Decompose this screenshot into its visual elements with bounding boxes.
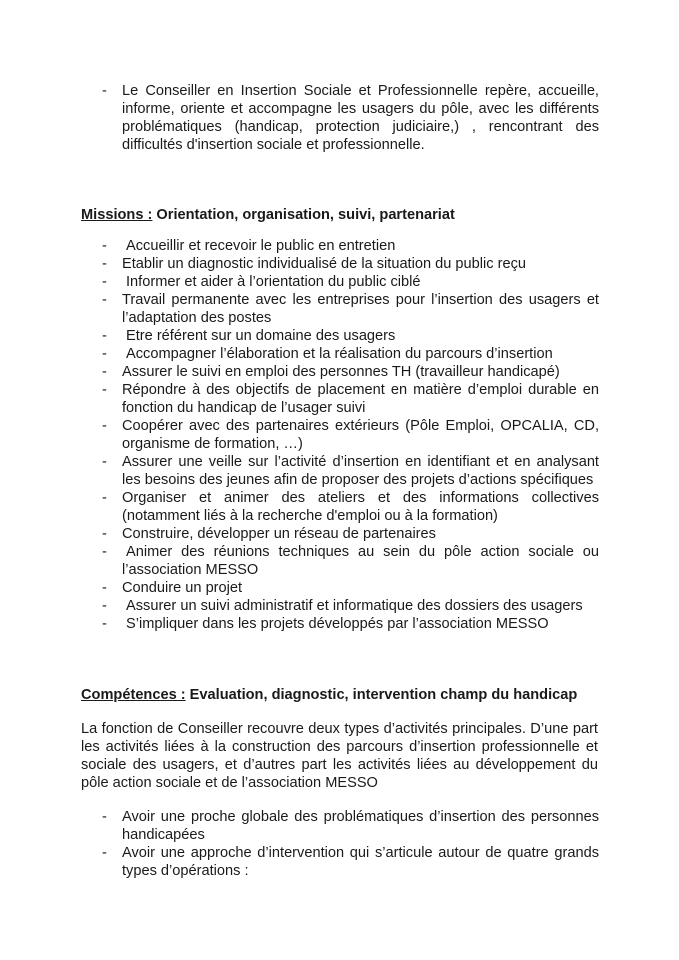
list-item (81, 489, 599, 525)
dash-bullet-icon: - (102, 544, 107, 560)
competences-paragraph: La fonction de Conseiller recouvre deux types d’activités principales. D’une part les activités liées à la construction des parcours d’insertion professionnelle et sociale des usagers, et d’autres part les activités liées au développement du pôle action sociale et de l’association MESSO (81, 721, 598, 791)
dash-bullet-icon: - (102, 238, 107, 254)
list-item-text: Etablir un diagnostic individualisé de la situation du public reçu (122, 256, 527, 272)
list-item-text: Avoir une approche d’intervention qui s’articule autour de quatre grands types d’opérations : (122, 845, 599, 879)
list-item-text: Informer et aider à l’orientation du public ciblé (126, 274, 421, 290)
dash-bullet-icon: - (102, 346, 107, 362)
list-item (81, 327, 599, 345)
dash-bullet-icon: - (102, 328, 107, 344)
list-item (81, 615, 599, 633)
dash-bullet-icon: - (102, 598, 107, 614)
list-item (81, 363, 599, 381)
list-item-text: Assurer un suivi administratif et informatique des dossiers des usagers (126, 598, 583, 614)
dash-bullet-icon: - (102, 526, 107, 542)
list-item (81, 597, 599, 615)
dash-bullet-icon: - (102, 83, 107, 99)
list-item-text: Répondre à des objectifs de placement en matière d’emploi durable en fonction du handicap de l’usager suivi (122, 382, 599, 416)
missions-heading (81, 206, 455, 224)
list-item (81, 417, 599, 453)
missions-list (81, 237, 599, 633)
list-item (81, 579, 599, 597)
list-item-text: Accueillir et recevoir le public en entretien (126, 238, 396, 254)
list-item (81, 453, 599, 489)
list-item-text: Animer des réunions techniques au sein du pôle action sociale ou l’association MESSO (122, 544, 599, 578)
dash-bullet-icon: - (102, 382, 107, 398)
list-item (81, 273, 599, 291)
list-item-text: Assurer une veille sur l’activité d’insertion en identifiant et en analysant les besoins des jeunes afin de proposer des projets d’actions spécifiques (122, 454, 599, 488)
dash-bullet-icon: - (102, 580, 107, 596)
list-item (81, 525, 599, 543)
list-item (81, 345, 599, 363)
competences-label: Compétences : (81, 687, 186, 703)
competences-heading (81, 686, 577, 704)
missions-label: Missions : (81, 207, 153, 223)
dash-bullet-icon: - (102, 418, 107, 434)
dash-bullet-icon: - (102, 292, 107, 308)
list-item-text: Conduire un projet (122, 580, 243, 596)
list-item (81, 237, 599, 255)
list-item (81, 82, 599, 154)
dash-bullet-icon: - (102, 256, 107, 272)
list-item (81, 255, 599, 273)
list-item (81, 291, 599, 327)
list-item-text: Avoir une proche globale des problématiques d’insertion des personnes handicapées (122, 809, 599, 843)
list-item-text: Accompagner l’élaboration et la réalisation du parcours d’insertion (126, 346, 553, 362)
list-item (81, 543, 599, 579)
dash-bullet-icon: - (102, 364, 107, 380)
intro-list (81, 82, 599, 154)
list-item (81, 381, 599, 417)
dash-bullet-icon: - (102, 845, 107, 861)
list-item (81, 844, 599, 880)
list-item-text: Assurer le suivi en emploi des personnes TH (travailleur handicapé) (122, 364, 560, 380)
list-item (81, 808, 599, 844)
dash-bullet-icon: - (102, 454, 107, 470)
list-item-text: Organiser et animer des ateliers et des informations collectives (notamment liés à la recherche d'emploi ou à la formation) (122, 490, 599, 524)
missions-subtitle: Orientation, organisation, suivi, partenariat (152, 207, 455, 223)
dash-bullet-icon: - (102, 616, 107, 632)
competences-list (81, 808, 599, 880)
list-item-text: Etre référent sur un domaine des usagers (126, 328, 396, 344)
dash-bullet-icon: - (102, 274, 107, 290)
list-item-text: Le Conseiller en Insertion Sociale et Professionnelle repère, accueille, informe, oriente et accompagne les usagers du pôle, avec les différents problématiques (handicap, protection judiciaire,) , rencontrant des difficultés d'insertion sociale et professionnelle. (122, 83, 599, 153)
list-item-text: S’impliquer dans les projets développés par l’association MESSO (126, 616, 549, 632)
competences-subtitle: Evaluation, diagnostic, intervention champ du handicap (185, 687, 578, 703)
dash-bullet-icon: - (102, 490, 107, 506)
list-item-text: Travail permanente avec les entreprises pour l’insertion des usagers et l’adaptation des postes (122, 292, 599, 326)
list-item-text: Coopérer avec des partenaires extérieurs (Pôle Emploi, OPCALIA, CD, organisme de formation, …) (122, 418, 599, 452)
list-item-text: Construire, développer un réseau de partenaires (122, 526, 436, 542)
dash-bullet-icon: - (102, 809, 107, 825)
